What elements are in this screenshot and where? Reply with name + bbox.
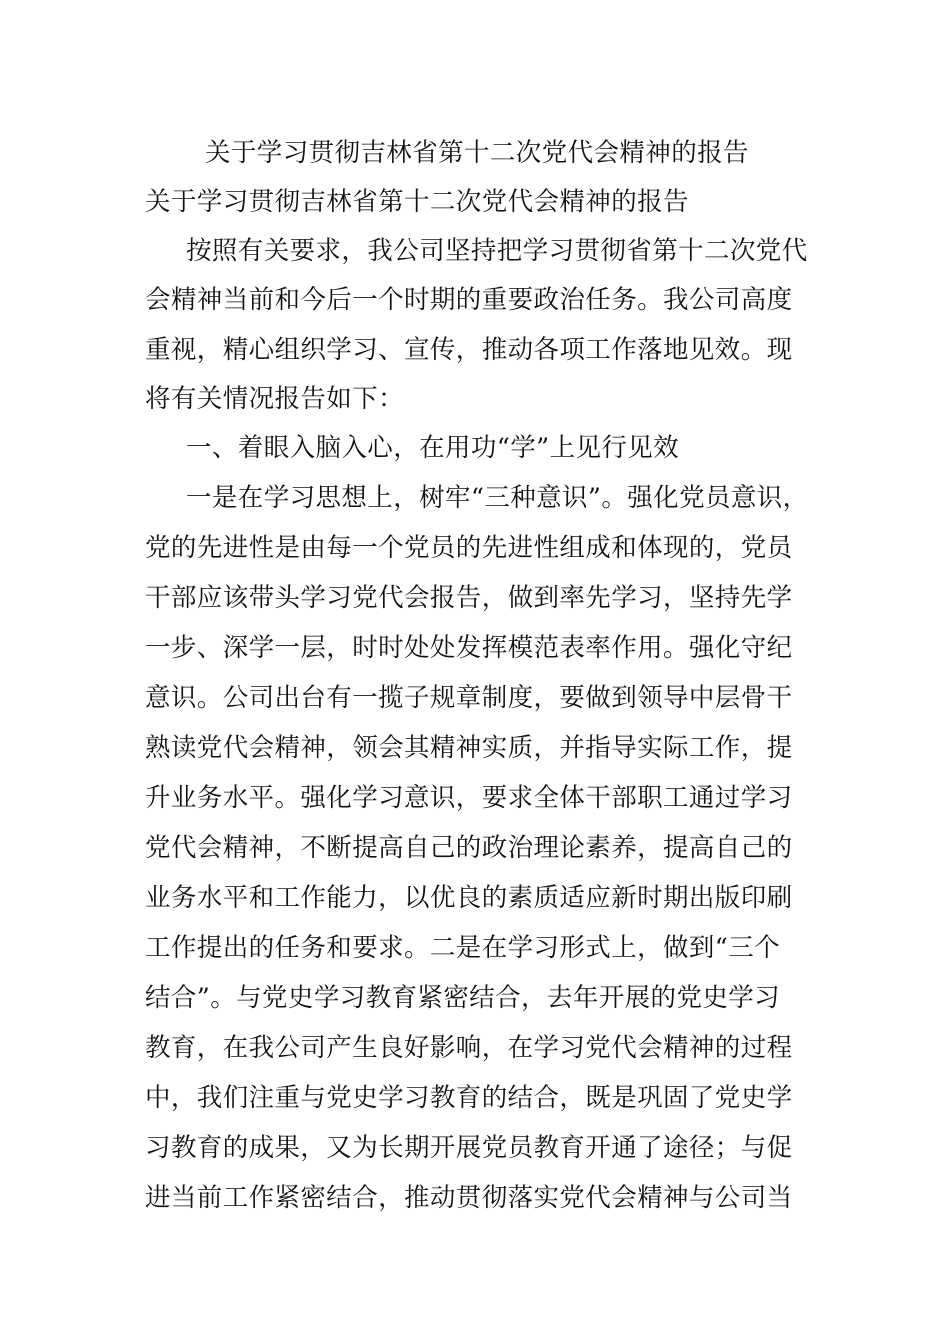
paragraph-line: 熟读党代会精神，领会其精神实质，并指导实际工作，提: [145, 733, 793, 763]
paragraph-line: 进当前工作紧密结合，推动贯彻落实党代会精神与公司当: [145, 1183, 793, 1213]
paragraph-line: 一是在学习思想上，树牢“三种意识”。强化党员意识，: [186, 483, 809, 513]
paragraph-line: 升业务水平。强化学习意识，要求全体干部职工通过学习: [145, 783, 793, 813]
paragraph-line: 中，我们注重与党史学习教育的结合，既是巩固了党史学: [145, 1083, 793, 1113]
document-title: 关于学习贯彻吉林省第十二次党代会精神的报告: [205, 138, 749, 168]
paragraph-line: 习教育的成果，又为长期开展党员教育开通了途径；与促: [145, 1133, 793, 1163]
paragraph-line: 教育，在我公司产生良好影响，在学习党代会精神的过程: [145, 1033, 793, 1063]
paragraph-line: 按照有关要求，我公司坚持把学习贯彻省第十二次党代: [186, 236, 808, 266]
paragraph-line: 将有关情况报告如下：: [145, 384, 405, 414]
paragraph-line: 业务水平和工作能力，以优良的素质适应新时期出版印刷: [145, 883, 793, 913]
paragraph-line: 意识。公司出台有一揽子规章制度，要做到领导中层骨干: [145, 683, 793, 713]
paragraph-line: 工作提出的任务和要求。二是在学习形式上，做到“三个: [145, 933, 781, 963]
paragraph-line: 党的先进性是由每一个党员的先进性组成和体现的，党员: [145, 533, 793, 563]
paragraph-line: 党代会精神，不断提高自己的政治理论素养，提高自己的: [145, 833, 793, 863]
paragraph-line: 会精神当前和今后一个时期的重要政治任务。我公司高度: [145, 285, 793, 315]
document-subtitle: 关于学习贯彻吉林省第十二次党代会精神的报告: [145, 187, 689, 217]
section-heading: 一、着眼入脑入心，在用功“学”上见行见效: [186, 433, 680, 463]
paragraph-line: 干部应该带头学习党代会报告，做到率先学习，坚持先学: [145, 583, 793, 613]
paragraph-line: 重视，精心组织学习、宣传，推动各项工作落地见效。现: [145, 335, 793, 365]
paragraph-line: 一步、深学一层，时时处处发挥模范表率作用。强化守纪: [145, 633, 793, 663]
paragraph-line: 结合”。与党史学习教育紧密结合，去年开展的党史学习: [145, 983, 781, 1013]
